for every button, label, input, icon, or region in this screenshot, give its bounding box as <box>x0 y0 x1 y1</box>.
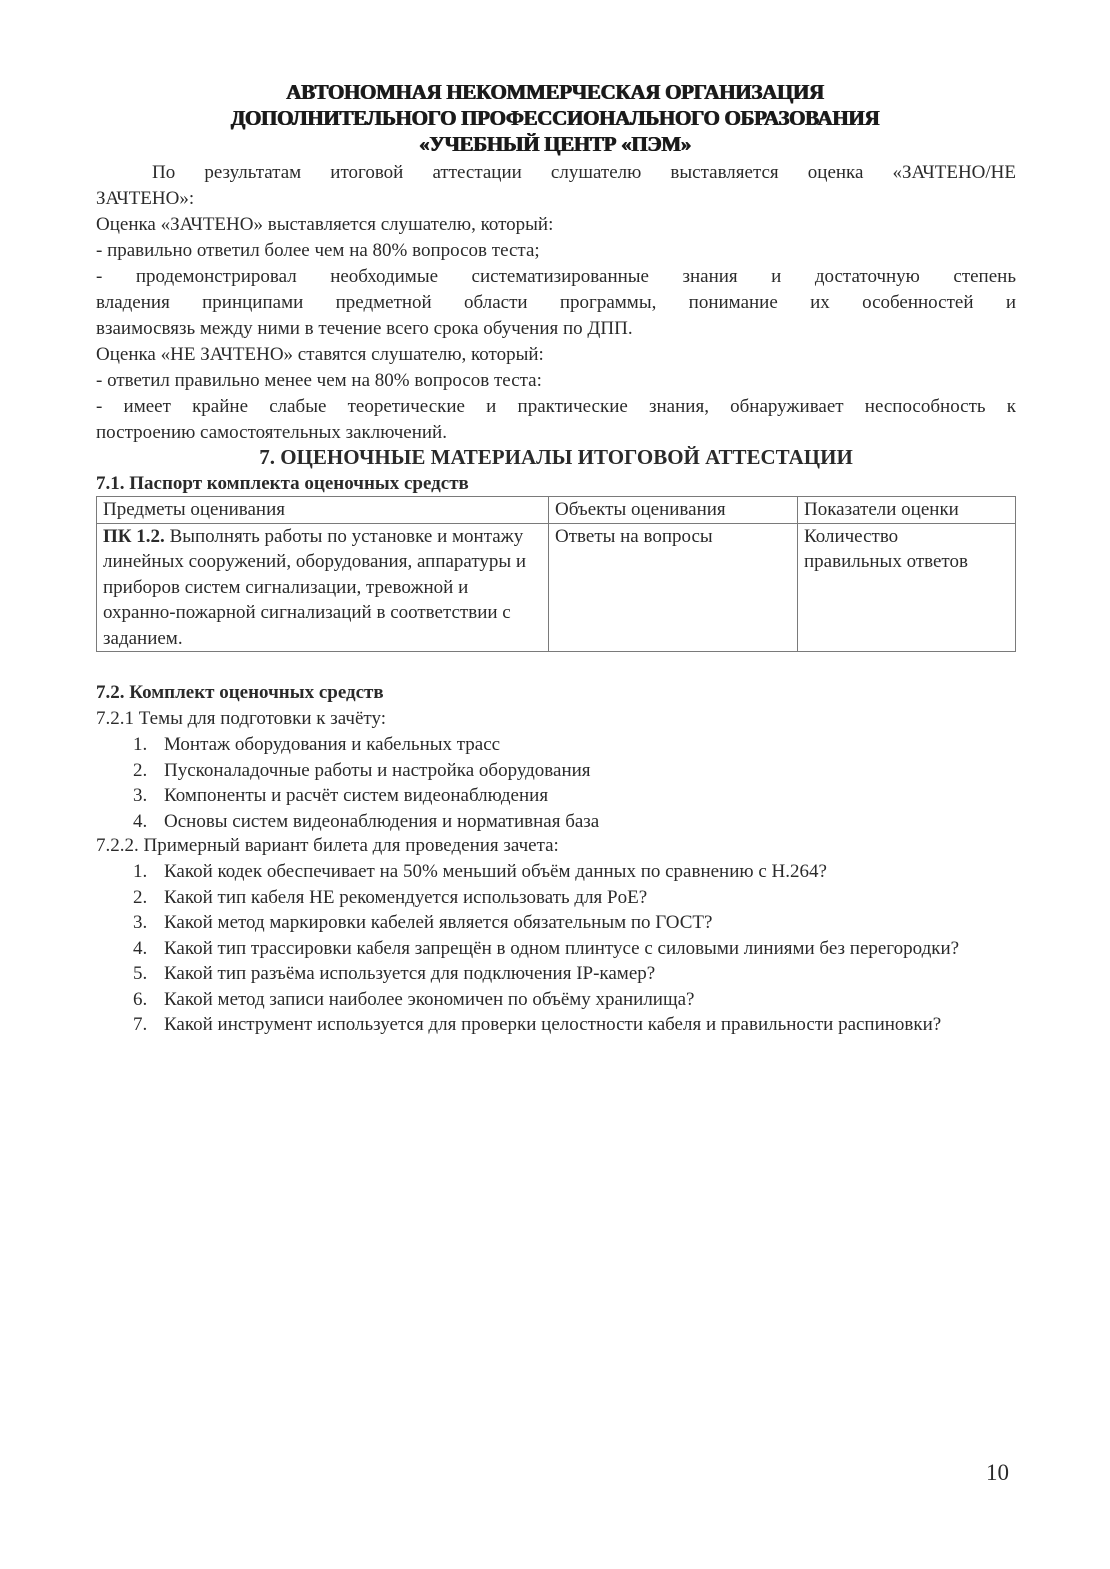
list-number: 2. <box>133 759 148 781</box>
list-number: 5. <box>133 963 148 984</box>
org-title-line-3: «УЧЕБНЫЙ ЦЕНТР «ПЭМ» <box>419 132 691 156</box>
topics-list <box>133 732 1016 834</box>
table-cell-indicator: Количество правильных ответов <box>798 523 1016 652</box>
page-number: 10 <box>986 1460 1009 1485</box>
question-text: Какой тип трассировки кабеля запрещён в одном плинтусе с силовыми линиями без перегородки? <box>164 937 960 959</box>
topic-text: Пусконаладочные работы и настройка оборудования <box>164 759 591 781</box>
table-header-cell: Показатели оценки <box>798 497 1016 524</box>
topic-text: Основы систем видеонаблюдения и нормативная база <box>164 810 600 832</box>
topic-text: Компоненты и расчёт систем видеонаблюдения <box>164 785 549 806</box>
list-item <box>133 987 1016 1013</box>
topics-title: 7.2.1 Темы для подготовки к зачёту: <box>96 708 387 729</box>
fail-criteria-item-2-line-1: - имеет крайне слабые теоретические и практические знания, обнаруживает неспособность к <box>96 396 1016 417</box>
intro-paragraph-line-2: ЗАЧТЕНО»: <box>96 188 195 209</box>
question-text: Какой тип кабеля НЕ рекомендуется использовать для PoE? <box>164 886 648 908</box>
list-number: 2. <box>133 886 148 908</box>
question-text: Какой инструмент используется для проверки целостности кабеля и правильности распиновки? <box>164 1014 942 1035</box>
list-item <box>133 859 1016 885</box>
pass-criteria-item-1: - правильно ответил более чем на 80% вопросов теста; <box>96 240 540 261</box>
section-7-title: 7. ОЦЕНОЧНЫЕ МАТЕРИАЛЫ ИТОГОВОЙ АТТЕСТАЦИИ <box>259 445 853 469</box>
competency-description: Выполнять работы по установке и монтажу линейных сооружений, оборудования, аппаратуры и приборов систем сигнализации, тревожной и охранно-пожарной сигнализаций в соответствии с заданием. <box>103 525 527 649</box>
question-text: Какой кодек обеспечивает на 50% меньший объём данных по сравнению с H.264? <box>164 861 827 882</box>
list-item <box>133 936 1016 962</box>
list-number: 3. <box>133 912 148 933</box>
assessment-passport-table <box>96 496 1016 652</box>
list-item <box>133 961 1016 987</box>
org-title-line-2: ДОПОЛНИТЕЛЬНОГО ПРОФЕССИОНАЛЬНОГО ОБРАЗОВАНИЯ <box>230 106 880 130</box>
list-number: 4. <box>133 810 148 832</box>
fail-criteria-item-2-line-2: построению самостоятельных заключений. <box>96 422 447 443</box>
list-item <box>133 758 1016 784</box>
pass-criteria-item-2-line-2: владения принципами предметной области программы, понимание их особенностей и <box>96 292 1016 313</box>
intro-paragraph-line-1: По результатам итоговой аттестации слушателю выставляется оценка «ЗАЧТЕНО/НЕ <box>152 162 1016 183</box>
list-number: 6. <box>133 988 148 1010</box>
table-header-row <box>97 497 1016 524</box>
competency-code: ПК 1.2. <box>103 525 165 547</box>
list-item <box>133 885 1016 911</box>
table-header-cell: Объекты оценивания <box>549 497 798 524</box>
question-text: Какой метод записи наиболее экономичен по объёму хранилища? <box>164 988 695 1010</box>
ticket-title: 7.2.2. Примерный вариант билета для проведения зачета: <box>96 835 559 856</box>
list-number: 1. <box>133 734 148 755</box>
list-number: 7. <box>133 1014 148 1035</box>
pass-criteria-item-2-line-1: - продемонстрировал необходимые систематизированные знания и достаточную степень <box>96 266 1016 287</box>
list-number: 3. <box>133 785 148 806</box>
subsection-7-2-title: 7.2. Комплект оценочных средств <box>96 682 384 703</box>
list-item <box>133 783 1016 809</box>
list-item <box>133 1012 1016 1038</box>
list-number: 4. <box>133 937 148 959</box>
pass-criteria-item-2-line-3: взаимосвязь между ними в течение всего срока обучения по ДПП. <box>96 318 633 339</box>
table-cell-object: Ответы на вопросы <box>549 523 798 652</box>
list-number: 1. <box>133 861 148 882</box>
table-header-cell: Предметы оценивания <box>97 497 549 524</box>
table-row <box>97 523 1016 652</box>
org-title-line-1: АВТОНОМНАЯ НЕКОММЕРЧЕСКАЯ ОРГАНИЗАЦИЯ <box>286 80 824 104</box>
table-cell-subject <box>97 523 549 652</box>
topic-text: Монтаж оборудования и кабельных трасс <box>164 734 501 755</box>
list-item <box>133 910 1016 936</box>
question-text: Какой метод маркировки кабелей является обязательным по ГОСТ? <box>164 912 713 933</box>
question-text: Какой тип разъёма используется для подключения IP-камер? <box>164 963 656 984</box>
subsection-7-1-title: 7.1. Паспорт комплекта оценочных средств <box>96 473 469 494</box>
pass-criteria-title: Оценка «ЗАЧТЕНО» выставляется слушателю, который: <box>96 214 554 235</box>
list-item <box>133 809 1016 835</box>
fail-criteria-title: Оценка «НЕ ЗАЧТЕНО» ставятся слушателю, который: <box>96 344 544 365</box>
fail-criteria-item-1: - ответил правильно менее чем на 80% вопросов теста: <box>96 370 542 391</box>
list-item <box>133 732 1016 758</box>
questions-list <box>133 859 1016 1038</box>
